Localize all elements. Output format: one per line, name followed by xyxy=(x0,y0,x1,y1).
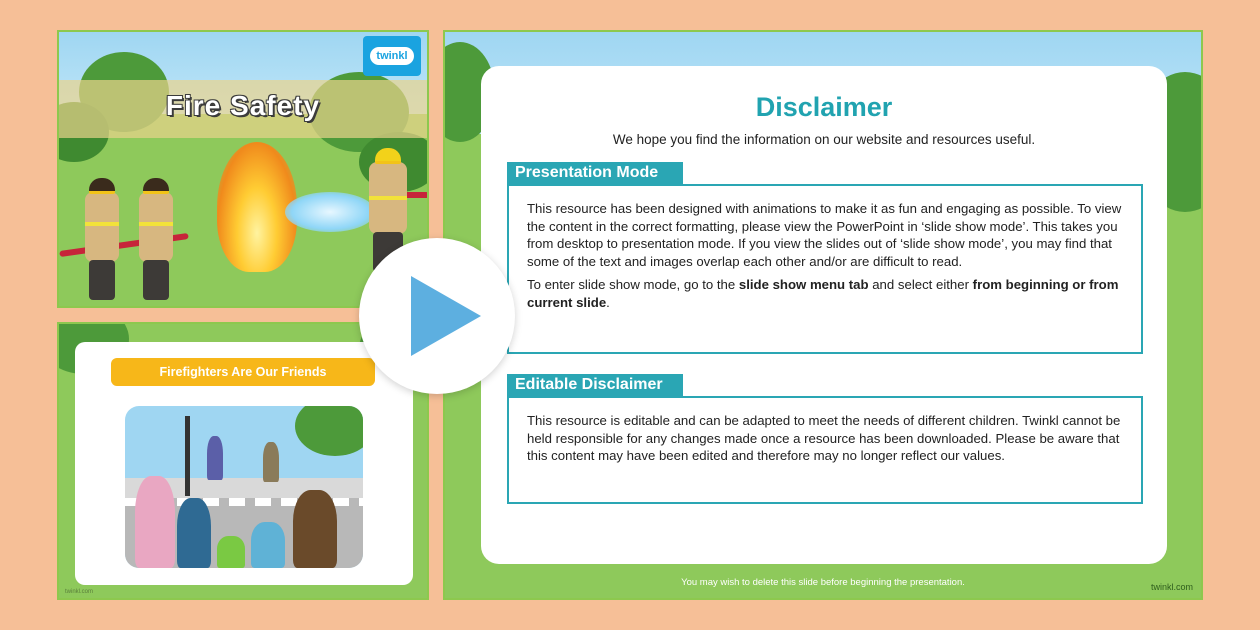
text-segment: . xyxy=(606,294,610,310)
traffic-light-pole xyxy=(185,416,190,496)
person xyxy=(263,442,279,482)
footer-site: twinkl.com xyxy=(1150,582,1193,592)
firefighter xyxy=(369,162,407,234)
child xyxy=(217,536,245,568)
disclaimer-subtitle: We hope you find the information on our website and resources useful. xyxy=(612,132,1036,147)
text-bold: from beginning or from current slide xyxy=(527,277,1119,310)
text-segment: To enter slide show mode, go to the xyxy=(527,277,739,293)
slide-title: Fire Safety xyxy=(165,90,321,121)
slide-disclaimer[interactable] xyxy=(443,30,1203,600)
presentation-mode-box xyxy=(507,184,1143,354)
street-crossing-illustration xyxy=(125,406,363,568)
editable-disclaimer-text: This resource is editable and can be adapted to meet the needs of different children. Twinkl cannot be held responsible for any changes made once a resource has been downloaded. Please be aware that this content may have been edited and therefore may no longer reflect our values. xyxy=(527,413,1121,464)
person xyxy=(135,476,175,568)
slide-thumbnail-fire-safety[interactable] xyxy=(57,30,429,308)
person xyxy=(177,498,211,568)
firefighter xyxy=(139,192,173,262)
water-spray xyxy=(285,192,375,232)
presentation-mode-heading: Presentation Mode xyxy=(507,162,683,184)
disclaimer-title: Disclaimer xyxy=(755,92,893,122)
logo-text: twinkl xyxy=(370,47,413,65)
presentation-mode-instructions xyxy=(527,276,1123,311)
slide-banner: Firefighters Are Our Friends xyxy=(111,358,375,386)
presentation-mode-text: This resource has been designed with animations to make it as fun and engaging as possible. To view the content in the correct formatting, please view the PowerPoint in ‘slide show mode’. This takes you from desktop to presentation mode. If you view the slides out of ‘slide show mode’, you may find that some of the text and images overlap each other and/or are difficult to read. xyxy=(527,201,1122,269)
person xyxy=(207,436,223,480)
content-card xyxy=(75,342,413,585)
text-segment: and select either xyxy=(868,277,973,293)
play-icon xyxy=(411,276,481,356)
editable-disclaimer-box xyxy=(507,396,1143,504)
footer-site: twinkl.com xyxy=(65,589,94,595)
child xyxy=(251,522,285,568)
slide-thumbnail-firefighters-friends[interactable] xyxy=(57,322,429,600)
twinkl-logo xyxy=(363,36,421,76)
person xyxy=(293,490,337,568)
text-bold: slide show menu tab xyxy=(738,277,869,293)
footer-note: You may wish to delete this slide before beginning the presentation. xyxy=(681,577,965,588)
firefighter xyxy=(85,192,119,262)
play-button[interactable] xyxy=(359,238,515,394)
disclaimer-card xyxy=(481,66,1167,564)
editable-disclaimer-heading: Editable Disclaimer xyxy=(507,374,683,396)
tree xyxy=(295,406,363,456)
